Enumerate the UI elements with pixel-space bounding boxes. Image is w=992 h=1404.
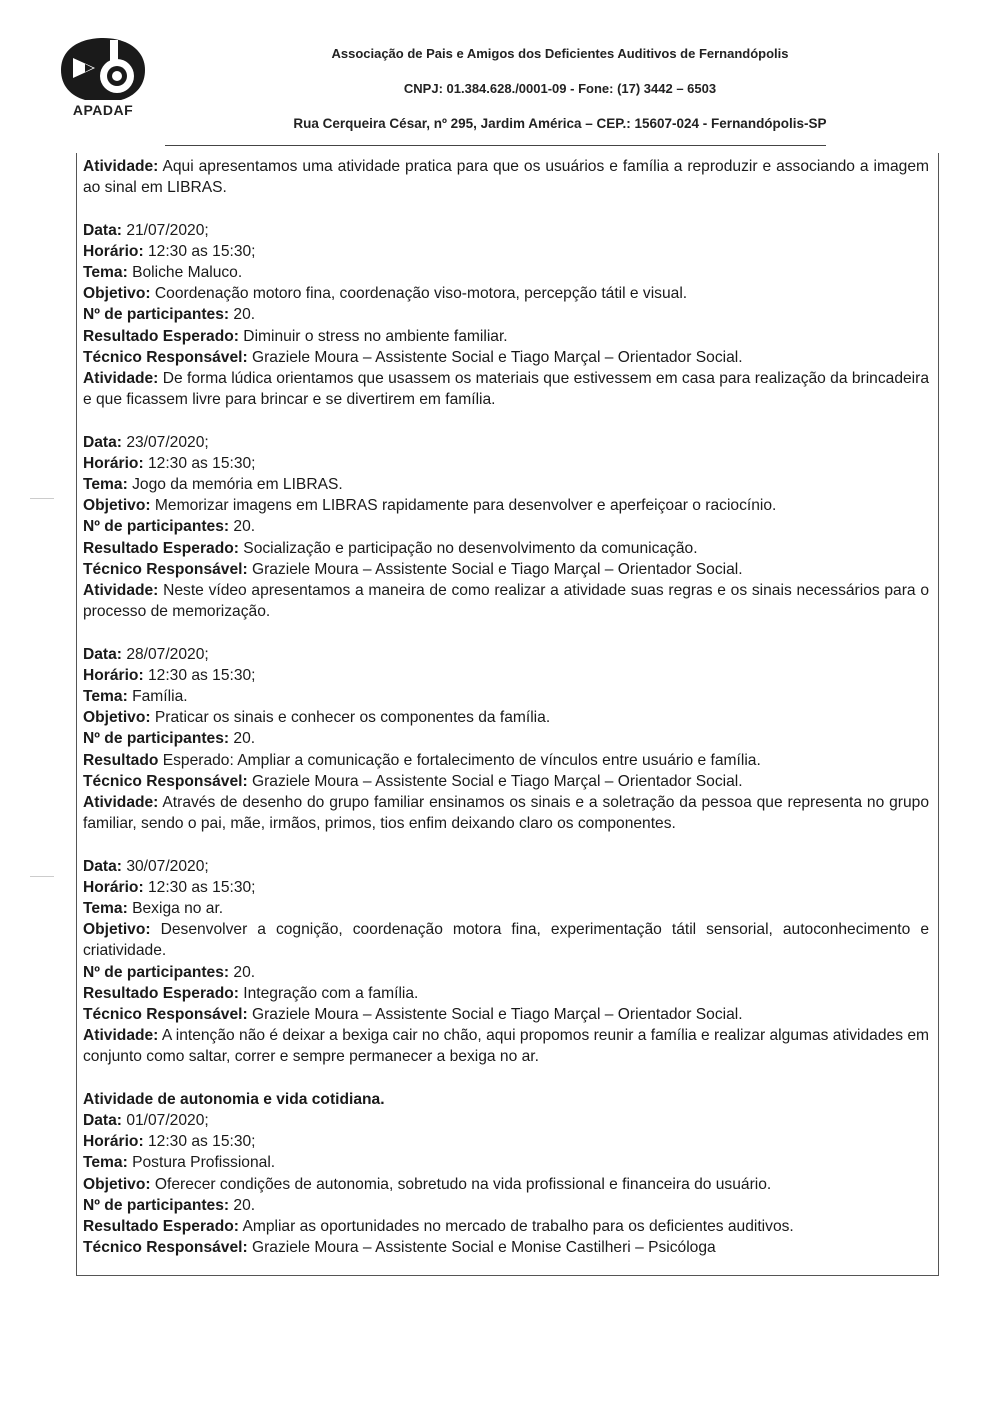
- entry-participantes: Nº de participantes: 20.: [83, 963, 256, 981]
- entry-atividade: Atividade: Neste vídeo apresentamos a maneira de como realizar a atividade suas regras e os sinais necessários para o processo de memorização.: [83, 582, 929, 621]
- autonomia-section: [83, 1089, 929, 1259]
- entry-tema: Tema: Jogo da memória em LIBRAS.: [83, 476, 343, 494]
- ear-logo-icon: [55, 34, 151, 104]
- autonomia-heading: Atividade de autonomia e vida cotidiana.: [83, 1090, 385, 1108]
- entry-objetivo: Objetivo: Memorizar imagens em LIBRAS rapidamente para desenvolver e aperfeiçoar o raciocínio.: [83, 497, 777, 515]
- entry-resultado: Resultado Esperado: Ampliar as oportunidades no mercado de trabalho para os deficientes auditivos.: [83, 1218, 794, 1236]
- entry-horario: Horário: 12:30 as 15:30;: [83, 242, 256, 260]
- entry-tecnico: Técnico Responsável: Graziele Moura – Assistente Social e Tiago Marçal – Orientador Social.: [83, 560, 743, 578]
- entry-resultado: Resultado Esperado: Ampliar a comunicação e fortalecimento de vínculos entre usuário e família.: [83, 751, 761, 769]
- logo-text: APADAF: [72, 102, 134, 118]
- entry-tema: Tema: Boliche Maluco.: [83, 264, 243, 281]
- entry-data: Data: 23/07/2020;: [83, 433, 209, 451]
- entry-objetivo: Objetivo: Desenvolver a cognição, coordenação motora fina, experimentação tátil sensorial, autoconhecimento e criatividade.: [83, 921, 929, 960]
- apadaf-logo: [55, 34, 151, 120]
- header-cnpj-phone: CNPJ: 01.384.628./0001-09 - Fone: (17) 3442 – 6503: [403, 81, 717, 96]
- entry-data: Data: 30/07/2020;: [83, 857, 209, 875]
- activity-entry: [83, 856, 929, 1068]
- entry-objetivo: Objetivo: Praticar os sinais e conhecer os componentes da família.: [83, 709, 551, 727]
- entry-tema: Tema: Família.: [83, 688, 188, 706]
- entry-participantes: Nº de participantes: 20.: [83, 306, 256, 324]
- entry-horario: Horário: 12:30 as 15:30;: [83, 1133, 256, 1151]
- entry-resultado: Resultado Esperado: Socialização e participação no desenvolvimento da comunicação.: [83, 539, 698, 557]
- entry-tema: Tema: Bexiga no ar.: [83, 900, 224, 918]
- intro-atividade: Atividade: Aqui apresentamos uma atividade pratica para que os usuários e família a reproduzir e associando a imagem ao sinal em LIBRAS.: [83, 158, 929, 197]
- entry-tecnico: Técnico Responsável: Graziele Moura – Assistente Social e Tiago Marçal – Orientador Social.: [83, 1006, 743, 1024]
- entry-data: Data: 01/07/2020;: [83, 1112, 209, 1130]
- entry-atividade: Atividade: A intenção não é deixar a bexiga cair no chão, aqui propomos reunir a família e realizar algumas atividades em conjunto como saltar, correr e sempre permanecer a bexiga no ar.: [83, 1027, 929, 1066]
- entry-tecnico: Técnico Responsável: Graziele Moura – Assistente Social e Tiago Marçal – Orientador Social.: [83, 348, 743, 366]
- entry-participantes: Nº de participantes: 20.: [83, 730, 256, 748]
- entry-atividade: Atividade: Através de desenho do grupo familiar ensinamos os sinais e a soletração da pessoa que representa no grupo familiar, sendo o pai, mãe, irmãos, primos, tios enfim deixando claro os componentes.: [83, 794, 929, 833]
- header-divider: [165, 145, 826, 146]
- entry-horario: Horário: 12:30 as 15:30;: [83, 454, 256, 472]
- entry-resultado: Resultado Esperado: Diminuir o stress no ambiente familiar.: [83, 327, 508, 345]
- entry-objetivo: Objetivo: Oferecer condições de autonomia, sobretudo na vida profissional e financeira do usuário.: [83, 1175, 772, 1193]
- activity-entry: [83, 220, 929, 411]
- entry-tecnico: Técnico Responsável: Graziele Moura – Assistente Social e Monise Castilheri – Psicóloga: [83, 1239, 716, 1257]
- activity-entry: [83, 432, 929, 623]
- entry-objetivo: Objetivo: Coordenação motoro fina, coordenação viso-motora, percepção tátil e visual.: [83, 285, 688, 303]
- entry-participantes: Nº de participantes: 20.: [83, 518, 256, 536]
- entry-tema: Tema: Postura Profissional.: [83, 1154, 276, 1172]
- entry-atividade: Atividade: De forma lúdica orientamos que usassem os materiais que estivessem em casa para realização da brincadeira e que ficassem livre para brincar e se divertirem em família.: [83, 370, 929, 409]
- margin-mark: [30, 498, 54, 499]
- header-association-name: Associação de Pais e Amigos dos Deficientes Auditivos de Fernandópolis: [331, 46, 789, 61]
- activity-entry: [83, 644, 929, 835]
- entry-tecnico: Técnico Responsável: Graziele Moura – Assistente Social e Tiago Marçal – Orientador Social.: [83, 772, 743, 790]
- entry-horario: Horário: 12:30 as 15:30;: [83, 666, 256, 684]
- entry-data: Data: 28/07/2020;: [83, 645, 209, 663]
- header-address: Rua Cerqueira César, nº 295, Jardim América – CEP.: 15607-024 - Fernandópolis-SP: [293, 116, 827, 131]
- entry-participantes: Nº de participantes: 20.: [83, 1196, 256, 1214]
- entry-horario: Horário: 12:30 as 15:30;: [83, 878, 256, 896]
- entry-resultado: Resultado Esperado: Integração com a família.: [83, 984, 419, 1002]
- document-body: [83, 156, 929, 1258]
- margin-mark: [30, 876, 54, 877]
- entry-data: Data: 21/07/2020;: [83, 221, 209, 239]
